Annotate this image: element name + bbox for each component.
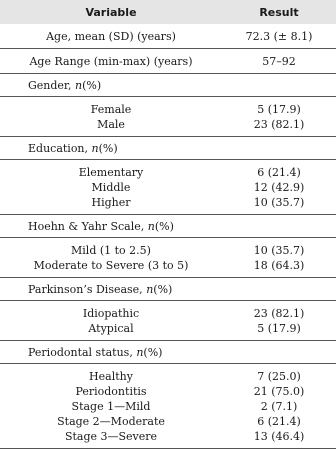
section-heading-hoehn-yahr [0, 215, 336, 238]
table-row [0, 165, 336, 180]
table-row [0, 321, 336, 336]
section-heading-education [0, 137, 336, 160]
row-label: Male [97, 118, 125, 131]
row-label: Moderate to Severe (3 to 5) [33, 259, 189, 272]
row-value: 5 (17.9) [257, 103, 301, 116]
table-row [0, 429, 336, 444]
row-label: Stage 3—Severe [64, 430, 158, 443]
row-value: 2 (7.1) [260, 400, 298, 413]
row-value: 23 (82.1) [253, 118, 305, 131]
table-row [0, 258, 336, 273]
section-title: Parkinson’s Disease, [28, 282, 143, 296]
row-label: Stage 2—Moderate [57, 415, 165, 428]
section-heading-periodontal [0, 341, 336, 364]
table-row-age-mean [0, 24, 336, 49]
section-n: n [91, 141, 99, 155]
row-value: 6 (21.4) [257, 166, 301, 179]
table-row [0, 102, 336, 117]
section-body-parkinsons [0, 301, 336, 341]
row-label: Healthy [89, 370, 133, 383]
row-label: Higher [91, 196, 131, 209]
table-header [0, 0, 336, 24]
section-n: n [146, 282, 154, 296]
row-value: 10 (35.7) [253, 244, 305, 257]
header-result: Result [259, 5, 299, 19]
row-label: Age, mean (SD) (years) [46, 29, 176, 43]
table-row-age-range [0, 49, 336, 74]
section-suffix: (%) [82, 78, 102, 92]
section-title: Education, [28, 141, 89, 155]
table-row [0, 414, 336, 429]
section-n: n [147, 219, 155, 233]
section-heading-parkinsons [0, 278, 336, 301]
row-value: 21 (75.0) [253, 385, 305, 398]
section-suffix: (%) [153, 282, 173, 296]
row-label: Mild (1 to 2.5) [71, 244, 151, 257]
table-row [0, 306, 336, 321]
table-row [0, 369, 336, 384]
table-row [0, 117, 336, 132]
section-title: Hoehn & Yahr Scale, [28, 219, 145, 233]
row-label: Female [90, 103, 132, 116]
row-value: 57–92 [262, 54, 296, 68]
row-value: 5 (17.9) [257, 322, 301, 335]
row-label: Atypical [88, 322, 134, 335]
table-row [0, 243, 336, 258]
header-variable: Variable [85, 5, 137, 19]
section-suffix: (%) [154, 219, 174, 233]
section-heading-gender [0, 74, 336, 97]
row-label: Idiopathic [82, 307, 140, 320]
row-label: Stage 1—Mild [71, 400, 151, 413]
section-title: Gender, [28, 78, 72, 92]
section-suffix: (%) [143, 345, 163, 359]
row-label: Age Range (min-max) (years) [29, 54, 193, 68]
row-value: 72.3 (± 8.1) [245, 29, 313, 43]
row-value: 10 (35.7) [253, 196, 305, 209]
row-value: 13 (46.4) [253, 430, 305, 443]
section-body-hoehn-yahr [0, 238, 336, 278]
section-n: n [74, 78, 83, 92]
section-suffix: (%) [98, 141, 118, 155]
section-body-education [0, 160, 336, 215]
row-label: Periodontitis [75, 385, 147, 398]
section-body-gender [0, 97, 336, 137]
row-value: 12 (42.9) [253, 181, 305, 194]
row-value: 18 (64.3) [253, 259, 305, 272]
table-row [0, 195, 336, 210]
row-label: Middle [91, 181, 131, 194]
row-value: 7 (25.0) [257, 370, 301, 383]
table-row [0, 384, 336, 399]
table-row [0, 180, 336, 195]
section-body-periodontal [0, 364, 336, 449]
section-title: Periodontal status, [28, 345, 133, 359]
table-row [0, 399, 336, 414]
row-value: 23 (82.1) [253, 307, 305, 320]
row-value: 6 (21.4) [257, 415, 301, 428]
row-label: Elementary [78, 166, 144, 179]
section-n: n [136, 345, 144, 359]
